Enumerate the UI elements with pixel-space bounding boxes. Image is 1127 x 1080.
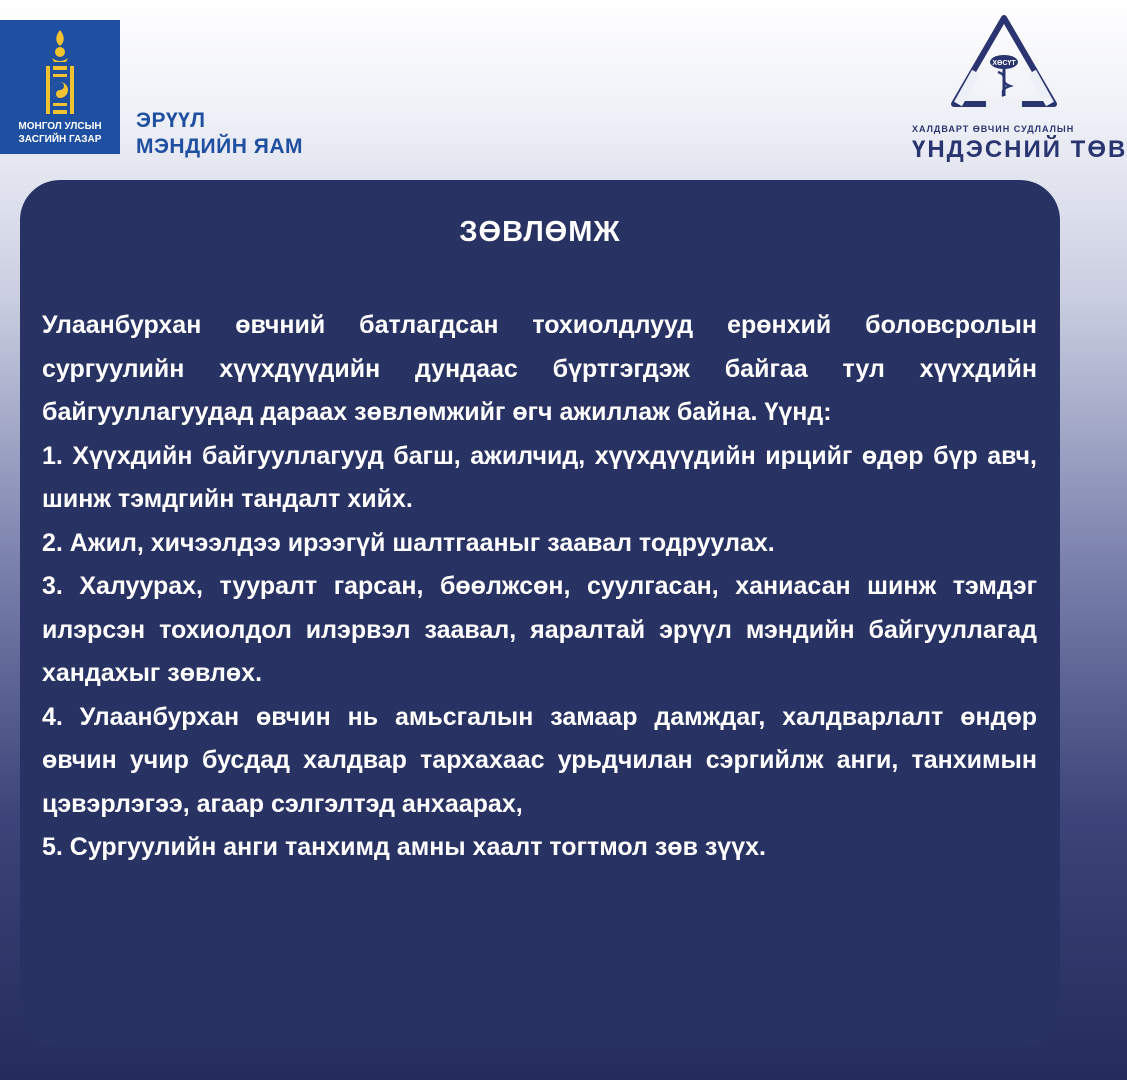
- header: [0, 0, 1127, 180]
- panel-title: ЗӨВЛӨМЖ: [459, 216, 621, 248]
- recommendation-panel: [20, 180, 1060, 1048]
- government-name-line2: ЗАСГИЙН ГАЗАР: [18, 134, 102, 145]
- government-name-line1: МОНГОЛ УЛСЫН: [18, 121, 102, 132]
- government-logo-block: [0, 20, 120, 154]
- recommendation-item-2: 2. Ажил, хичээлдээ ирээгүй шалтгааныг заавал тодруулах.: [42, 528, 775, 557]
- center-name: [912, 122, 1127, 164]
- recommendation-body: [42, 304, 1037, 870]
- recommendation-item-5: 5. Сургуулийн анги танхимд амны хаалт тогтмол зөв зүүх.: [42, 833, 766, 861]
- triangle-caduceus-icon: [946, 12, 1062, 112]
- recommendation-item-1: 1. Хүүхдийн байгууллагууд багш, ажилчид, хүүхдүүдийн ирцийг өдөр бүр авч, шинж тэмдгийн тандалт хийх.: [42, 441, 1037, 513]
- center-logo-text: ХӨСҮТ: [992, 60, 1016, 67]
- center-name-small: ХАЛДВАРТ ӨВЧИН СУДЛАЛЫН: [912, 124, 1075, 134]
- center-name-big: ҮНДЭСНИЙ ТӨВ: [912, 136, 1127, 163]
- ministry-name-line2: МЭНДИЙН ЯАМ: [136, 135, 303, 158]
- intro-paragraph: Улаанбурхан өвчний батлагдсан тохиолдлууд ерөнхий боловсролын сургуулийн хүүхдүүдийн дундаас бүртгэгдэж байгаа тул хүүхдийн байгууллагуудад дараах зөвлөмжийг өгч ажиллаж байна. Үүнд:: [42, 311, 1037, 426]
- recommendation-item-4: 4. Улаанбурхан өвчин нь амьсгалын замаар дамждаг, халдварлалт өндөр өвчин учир бусдад халдвар тархахаас урьдчилан сэргийлж анги, танхимын цэвэрлэгээ, агаар сэлгэлтэд анхаарах,: [42, 702, 1037, 818]
- ministry-name-line1: ЭРҮҮЛ: [136, 109, 206, 132]
- ministry-name: [136, 108, 303, 160]
- government-name: [0, 120, 120, 146]
- soyombo-emblem-icon: [24, 26, 96, 126]
- recommendation-item-3: 3. Халуурах, тууралт гарсан, бөөлжсөн, суулгасан, ханиасан шинж тэмдэг илэрсэн тохиолдол илэрвэл заавал, яаралтай эрүүл мэндийн байгууллагад хандахыг зөвлөх.: [42, 572, 1037, 687]
